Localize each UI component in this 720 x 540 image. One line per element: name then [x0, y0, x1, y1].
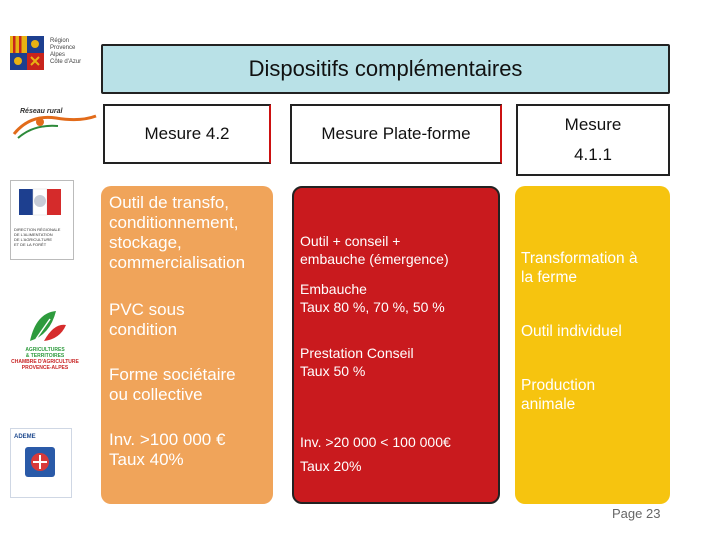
mesure-4-2-header [103, 104, 271, 164]
col1-text-line: Forme sociétaire [109, 365, 236, 384]
col1-text-line: commercialisation [109, 253, 246, 272]
col1-text-line: Outil de transfo, [109, 193, 230, 212]
col1-block-outil [109, 193, 245, 273]
reseau-logo-text: Réseau rural [20, 108, 63, 115]
prefecture-logo [10, 180, 74, 260]
col1-text-line: Taux 40% [109, 450, 184, 469]
prefecture-logo-line: DIRECTION RÉGIONALE [14, 227, 61, 232]
page-title-banner [101, 44, 670, 94]
ademe-logo [10, 428, 72, 498]
ademe-emblem-icon [11, 445, 71, 485]
mesure-4-1-1-header [516, 104, 670, 176]
marianne-icon [11, 183, 73, 223]
col2-block-prestation [300, 344, 414, 380]
agriculture-logo [10, 305, 80, 375]
col2-text-line: Taux 80 %, 70 %, 50 % [300, 299, 445, 315]
col2-text-line: Inv. >20 000 < 100 000€ [300, 434, 451, 450]
reseau-rural-logo [10, 104, 100, 140]
col2-text-line: Taux 20% [300, 458, 362, 474]
region-logo-line: Côte d'Azur [50, 59, 82, 65]
col1-text-line: condition [109, 320, 178, 339]
agriculture-logo-line: CHAMBRE D'AGRICULTURE [11, 359, 79, 365]
agriculture-leaf-icon [10, 305, 80, 345]
col1-block-pvc [109, 300, 185, 340]
col1-text-line: stockage, [109, 233, 182, 252]
prefecture-logo-line: ET DE LA FORÊT [14, 242, 47, 247]
col1-block-forme [109, 365, 236, 405]
col3-text-line: Outil individuel [521, 323, 622, 340]
col2-text-line: Prestation Conseil [300, 345, 414, 361]
agriculture-logo-line: PROVENCE-ALPES [21, 365, 69, 371]
col3-text-line: la ferme [521, 269, 577, 286]
col1-text-line: PVC sous [109, 300, 185, 319]
col1-text-line: Inv. >100 000 € [109, 430, 226, 449]
mesure-4-1-1-label-line1: Mesure [564, 115, 622, 134]
col3-text-line: Production [521, 377, 596, 394]
region-logo-line: Provence [50, 45, 76, 51]
col2-text-line: Outil + conseil + [300, 233, 401, 249]
col2-text-line: Embauche [300, 281, 367, 297]
prefecture-logo-line: DE L'ALIMENTATION [14, 232, 53, 237]
col1-text-line: conditionnement, [109, 213, 239, 232]
agriculture-logo-line: AGRICULTURES [25, 347, 65, 353]
region-flag-icon [10, 36, 44, 70]
col3-text-line: animale [521, 396, 576, 413]
col1-text-line: ou collective [109, 385, 203, 404]
col3-block-production [521, 376, 595, 414]
mesure-4-2-label: Mesure 4.2 [144, 124, 230, 143]
col3-text-line: Transformation à [521, 250, 638, 267]
col3-block-transformation [521, 249, 638, 287]
mesure-4-1-1-label-line2: 4.1.1 [574, 145, 612, 164]
col1-block-inv [109, 430, 225, 470]
prefecture-logo-line: DE L'AGRICULTURE [14, 237, 53, 242]
page-number: Page 23 [612, 506, 661, 521]
region-logo-line: Région [50, 38, 70, 44]
col2-block-embauche [300, 280, 445, 316]
col2-text-line: Taux 50 % [300, 363, 366, 379]
region-logo-line: Alpes [50, 52, 66, 58]
page-title: Dispositifs complémentaires [248, 56, 523, 81]
col2-text-line: embauche (émergence) [300, 251, 449, 267]
ademe-logo-text: ADEME [14, 434, 36, 440]
mesure-plateforme-header [290, 104, 502, 164]
col2-block-inv [300, 430, 451, 478]
col2-block-outil [300, 232, 449, 268]
mesure-plateforme-label: Mesure Plate-forme [321, 124, 471, 143]
mesure-4-1-1-panel [515, 186, 670, 504]
agriculture-logo-line: & TERRITOIRES [25, 353, 65, 359]
region-logo [10, 28, 100, 78]
col3-block-outil [521, 322, 622, 341]
